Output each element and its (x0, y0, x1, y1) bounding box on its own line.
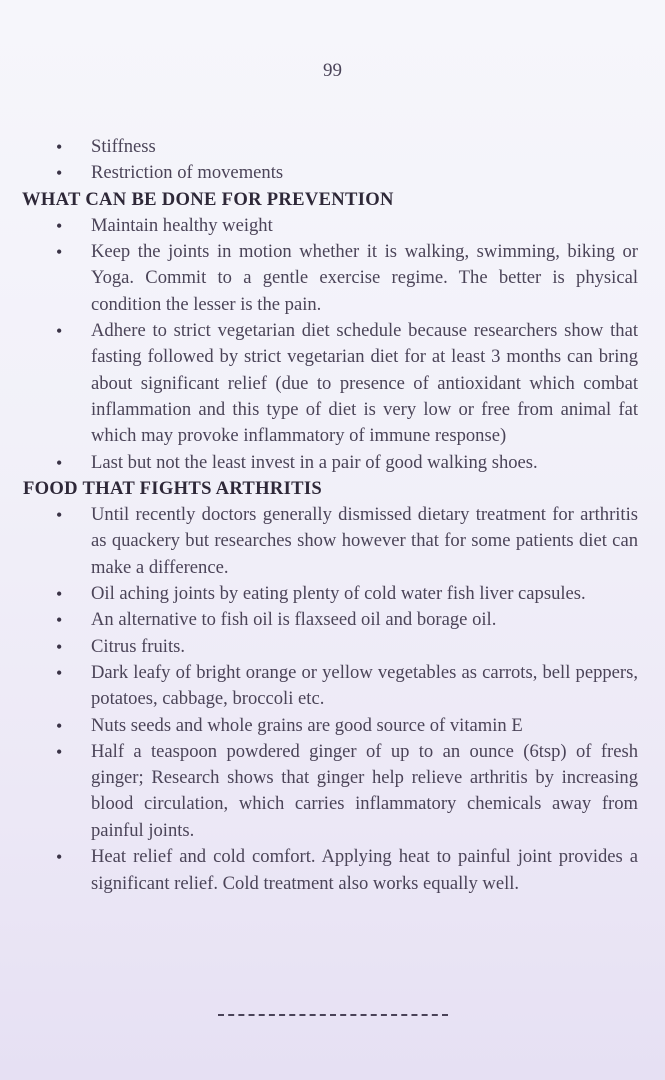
list-item: • Maintain healthy weight (22, 213, 638, 239)
list-item: • Half a teaspoon powdered ginger of up to an ounce (6tsp) of fresh ginger; Research shows that ginger help relieve arthritis by increasing blood circulation, which carries inflammatory chemicals away from painful joints. (22, 739, 638, 844)
end-divider (218, 1014, 448, 1016)
list-item: • Heat relief and cold comfort. Applying heat to painful joint provides a significant relief. Cold treatment also works equally well. (22, 844, 638, 898)
list-item: • Nuts seeds and whole grains are good source of vitamin E (22, 713, 638, 739)
page-number: 99 (323, 60, 342, 81)
foods-heading: FOOD THAT FIGHTS ARTHRITIS (23, 477, 323, 499)
page-content (22, 134, 638, 898)
list-item: • Citrus fruits. (22, 634, 638, 660)
list-item: • Until recently doctors generally dismissed dietary treatment for arthritis as quackery but researches show however that for some patients diet can make a difference. (22, 502, 638, 581)
prevention-list (22, 213, 638, 476)
symptom-list (22, 134, 638, 187)
foods-list (22, 502, 638, 897)
prevention-heading: WHAT CAN BE DONE FOR PREVENTION (22, 188, 394, 210)
list-item: • Keep the joints in motion whether it is walking, swimming, biking or Yoga. Commit to a gentle exercise regime. The better is physical condition the lesser is the pain. (22, 239, 638, 318)
list-item: • Stiffness (22, 134, 638, 160)
list-item: • Oil aching joints by eating plenty of cold water fish liver capsules. (22, 581, 638, 607)
list-item: • Last but not the least invest in a pair of good walking shoes. (22, 450, 638, 476)
list-item: • Restriction of movements (22, 160, 638, 186)
list-item: • Dark leafy of bright orange or yellow vegetables as carrots, bell peppers, potatoes, cabbage, broccoli etc. (22, 660, 638, 713)
list-item: • An alternative to fish oil is flaxseed oil and borage oil. (22, 607, 638, 633)
list-item: • Adhere to strict vegetarian diet schedule because researchers show that fasting followed by strict vegetarian diet for at least 3 months can bring about significant relief (due to presence of antioxidant which combat inflammation and this type of diet is very low or free from animal fat which may provoke inflammatory of immune response) (22, 318, 638, 449)
